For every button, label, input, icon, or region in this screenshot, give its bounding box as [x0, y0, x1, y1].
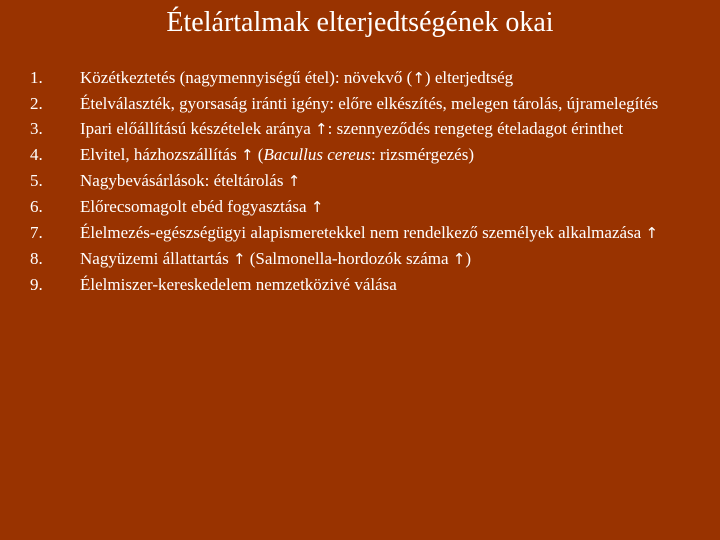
up-arrow-icon: ↑ — [412, 69, 425, 87]
up-arrow-icon: ↑ — [232, 250, 246, 268]
item-number: 6. — [30, 197, 43, 216]
item-text: Élelmiszer-kereskedelem nemzetközivé válása — [80, 275, 397, 294]
item-text: Ipari előállítású készételek aránya ↑: szennyeződés rengeteg ételadagot érinthet — [80, 119, 624, 138]
slide-title: Ételártalmak elterjedtségének okai — [166, 7, 554, 38]
up-arrow-icon: ↑ — [315, 120, 328, 138]
item-number: 1. — [30, 68, 43, 87]
item-number: 5. — [30, 171, 43, 190]
up-arrow-icon: ↑ — [452, 250, 466, 268]
item-text: Nagyüzemi állattartás ↑ (Salmonella-hordozók száma ↑) — [80, 249, 472, 268]
list-item-9 — [0, 272, 720, 297]
item-number: 3. — [30, 119, 43, 138]
item-text: Ételválaszték, gyorsaság iránti igény: előre elkészítés, melegen tárolás, újramelegítés — [80, 94, 659, 113]
list-item-4 — [0, 142, 720, 168]
list-item-1 — [0, 65, 720, 91]
species-name: Bacullus cereus — [263, 145, 371, 164]
item-number: 7. — [30, 223, 43, 242]
up-arrow-icon: ↑ — [287, 172, 301, 190]
item-number: 8. — [30, 249, 43, 268]
numbered-list — [0, 65, 720, 297]
item-number: 2. — [30, 94, 43, 113]
item-number: 4. — [30, 145, 43, 164]
up-arrow-icon: ↑ — [310, 198, 324, 216]
item-text: Előrecsomagolt ebéd fogyasztása ↑ — [80, 197, 324, 216]
item-text: Közétkeztetés (nagymennyiségű étel): növekvő (↑) elterjedtség — [80, 68, 514, 87]
item-text: Elvitel, házhozszállítás ↑ (Bacullus cereus: rizsmérgezés) — [80, 145, 475, 164]
list-item-2 — [0, 91, 720, 116]
list-item-5 — [0, 168, 720, 194]
item-number: 9. — [30, 275, 43, 294]
list-item-6 — [0, 194, 720, 220]
list-item-8 — [0, 246, 720, 272]
item-text: Élelmezés-egészségügyi alapismeretekkel nem rendelkező személyek alkalmazása ↑ — [80, 223, 659, 242]
list-item-7 — [0, 220, 720, 246]
item-text: Nagybevásárlások: ételtárolás ↑ — [80, 171, 301, 190]
list-item-3 — [0, 116, 720, 142]
up-arrow-icon: ↑ — [645, 224, 659, 242]
up-arrow-icon: ↑ — [240, 146, 254, 164]
